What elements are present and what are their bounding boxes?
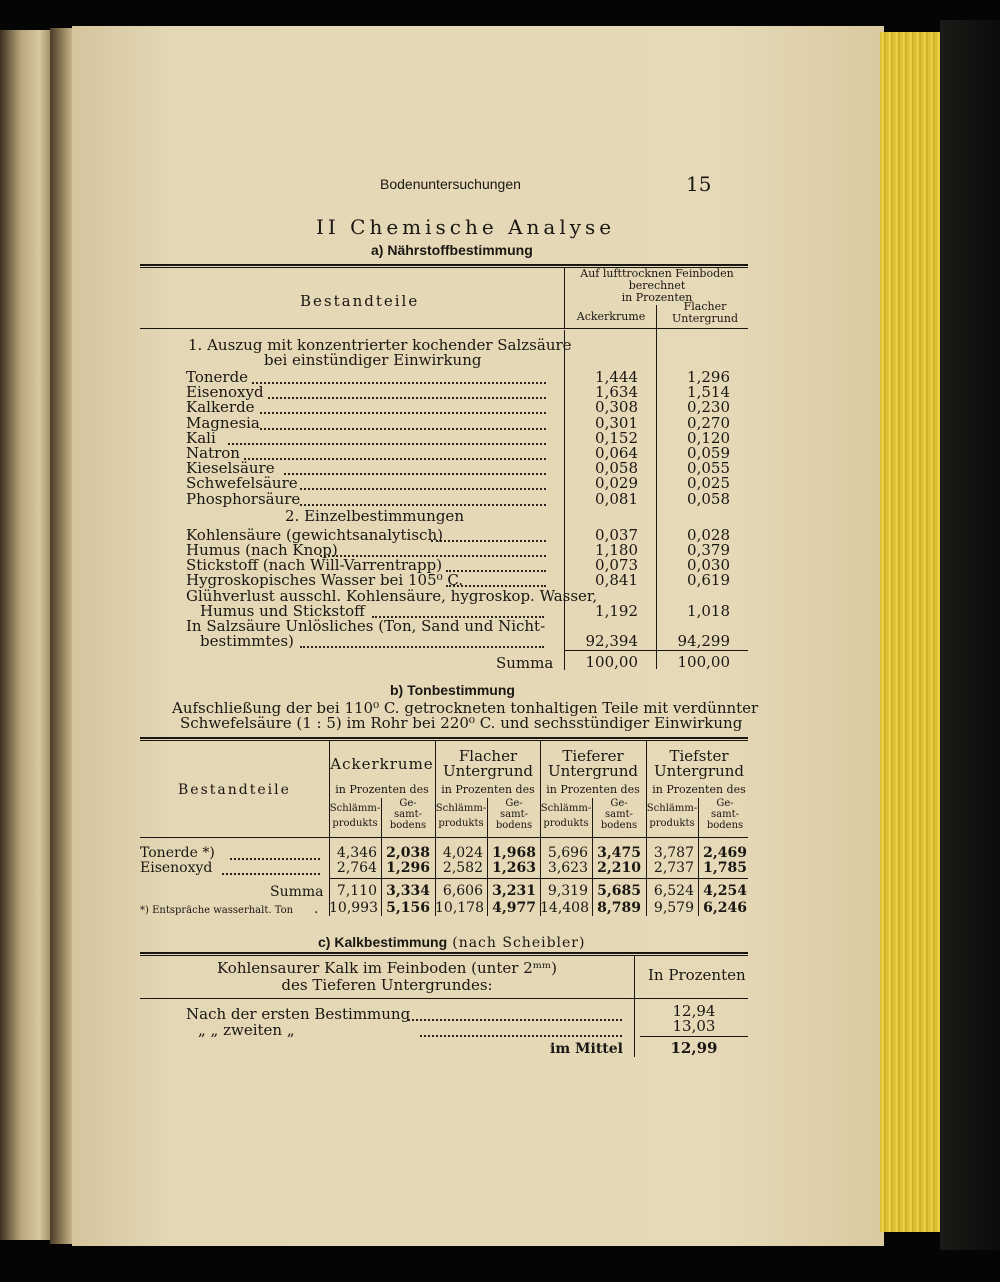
table-c-mean-label: im Mittel bbox=[550, 1041, 623, 1057]
table-b-footnote-value: 10,178 bbox=[435, 900, 484, 916]
row-value-flacher: 1,514 bbox=[687, 383, 730, 402]
row-value-flacher: 0,025 bbox=[687, 474, 730, 493]
row-value-flacher: 0,619 bbox=[687, 571, 730, 589]
table-a-vline-left bbox=[564, 330, 565, 670]
part-b-desc-line2: Schwefelsäure (1 : 5) im Rohr bei 220⁰ C. und sechsstündiger Einwirkung bbox=[180, 714, 743, 732]
table-b-value: 1,785 bbox=[703, 860, 747, 876]
col-s-line: Schlämm- bbox=[646, 803, 698, 814]
group-title bbox=[435, 749, 541, 779]
group1-title-line2: bei einstündiger Einwirkung bbox=[264, 351, 482, 369]
table-b-value: 2,764 bbox=[336, 860, 377, 876]
col-s-line: Schlämm- bbox=[435, 803, 487, 814]
dot-leader bbox=[284, 473, 546, 475]
part-b-title: b) Tonbestimmung bbox=[390, 682, 515, 698]
col-schlaemmprodukts bbox=[646, 801, 698, 831]
table-b-value: 1,263 bbox=[492, 860, 536, 876]
book-gutter bbox=[50, 28, 74, 1244]
table-b-value: 4,346 bbox=[336, 845, 377, 861]
group-title-line: Tieferer bbox=[562, 747, 624, 765]
dot-leader bbox=[300, 504, 546, 506]
table-c-col-left-line1: Kohlensaurer Kalk im Feinboden (unter 2ᵐᵐ) bbox=[217, 959, 557, 977]
row-name: Eisenoxyd bbox=[186, 383, 264, 402]
table-c-col-right: In Prozenten bbox=[648, 966, 746, 984]
dot-leader bbox=[420, 1035, 622, 1037]
table-a-col-group bbox=[565, 268, 749, 304]
table-a-col-ackerkrume: Ackerkrume bbox=[576, 310, 646, 323]
running-title: Bodenuntersuchungen bbox=[380, 176, 521, 192]
table-b-sum-value: 6,524 bbox=[653, 883, 694, 899]
table-b-footnote-value: 4,977 bbox=[492, 900, 536, 916]
row-name: Humus (nach Knop) bbox=[186, 541, 338, 559]
table-b-sum-value: 9,319 bbox=[547, 883, 588, 899]
row-value-flacher: 0,055 bbox=[687, 459, 730, 478]
table-b-sum-value: 7,110 bbox=[336, 883, 377, 899]
col-schlaemmprodukts bbox=[540, 801, 592, 831]
group-title-line: Untergrund bbox=[442, 762, 534, 780]
table-b-sum-value: 6,606 bbox=[442, 883, 483, 899]
row-value-flacher: 0,059 bbox=[687, 444, 730, 462]
col-g-line: Ge- bbox=[716, 798, 734, 809]
row-value-ackerkrume: 1,634 bbox=[595, 383, 638, 402]
table-a-col-flacher bbox=[660, 301, 750, 325]
col-gesamtbodens bbox=[382, 798, 434, 831]
group-sub: in Prozenten des bbox=[335, 783, 429, 796]
row-value-ackerkrume: 0,081 bbox=[595, 489, 638, 508]
table-c-mean-value: 12,99 bbox=[670, 1039, 718, 1057]
part-c-title-bold: c) Kalkbestimmung bbox=[318, 934, 448, 950]
dot-leader bbox=[222, 873, 320, 875]
table-b-sum-value: 3,231 bbox=[492, 883, 536, 899]
table-b-value: 1,968 bbox=[492, 845, 536, 861]
row-value-ackerkrume: 1,192 bbox=[595, 602, 638, 620]
col-g-line: Ge- bbox=[505, 798, 523, 809]
group-title bbox=[646, 749, 752, 779]
table-b-value: 5,696 bbox=[547, 845, 588, 861]
col-g-line: samt- bbox=[605, 809, 633, 820]
dot-leader bbox=[300, 646, 544, 648]
row-value-flacher: 0,028 bbox=[687, 526, 730, 544]
book-cover bbox=[940, 20, 1000, 1250]
dot-leader bbox=[408, 1019, 622, 1021]
table-b-header-rule bbox=[140, 837, 748, 838]
col-s-line: produkts bbox=[438, 818, 484, 829]
table-b-value: 3,787 bbox=[653, 845, 694, 861]
group-sub: in Prozenten des bbox=[652, 783, 746, 796]
row-value-ackerkrume: 0,058 bbox=[595, 459, 638, 478]
row-value-flacher: 1,018 bbox=[687, 602, 730, 620]
group-title-line: Ackerkrume bbox=[330, 755, 434, 773]
col-s-line: produkts bbox=[649, 818, 695, 829]
row-value-ackerkrume: 92,394 bbox=[585, 632, 638, 650]
page bbox=[72, 26, 884, 1246]
table-c-row2-value: 13,03 bbox=[672, 1017, 716, 1035]
table-a-top-rule bbox=[140, 264, 748, 266]
table-b-sum-value: 5,685 bbox=[597, 883, 641, 899]
col-g-line: bodens bbox=[706, 820, 744, 831]
table-b-footnote-value: 6,246 bbox=[703, 900, 747, 916]
row-value-ackerkrume: 0,841 bbox=[595, 571, 638, 589]
col-g-line: bodens bbox=[600, 820, 638, 831]
row-value-ackerkrume: 0,029 bbox=[595, 474, 638, 493]
table-b-top-rule bbox=[140, 737, 748, 739]
col-g-line: Ge- bbox=[610, 798, 628, 809]
col-group-line-2: berechnet bbox=[628, 279, 686, 292]
table-c-vline bbox=[634, 999, 635, 1057]
table-c-row1-label: Nach der ersten Bestimmung bbox=[186, 1005, 411, 1023]
row-name: Tonerde bbox=[186, 368, 249, 386]
row-value-ackerkrume: 0,152 bbox=[595, 428, 638, 447]
table-a-vline-mid bbox=[656, 305, 657, 669]
row-value-ackerkrume: 0,064 bbox=[595, 444, 638, 462]
part-a-title: a) Nährstoffbestimmung bbox=[371, 242, 533, 258]
row-name: Magnesia bbox=[186, 413, 260, 432]
row-value-ackerkrume: 0,301 bbox=[595, 413, 638, 432]
table-b-value: 1,296 bbox=[386, 860, 430, 876]
table-b-footnote-value: 14,408 bbox=[540, 900, 589, 916]
table-b-sum-rule bbox=[330, 878, 748, 879]
table-b-footnote-value: 9,579 bbox=[653, 900, 694, 916]
row-value-ackerkrume: 1,444 bbox=[595, 368, 638, 386]
col-g-line: Ge- bbox=[399, 798, 417, 809]
table-a-sum-ackerkrume: 100,00 bbox=[585, 653, 638, 671]
row-value-ackerkrume: 1,180 bbox=[595, 541, 638, 559]
row-value-flacher: 94,299 bbox=[677, 632, 730, 650]
group1-title-line1: 1. Auszug mit konzentrierter kochender Salzsäure bbox=[188, 336, 572, 354]
row-value-flacher: 0,120 bbox=[687, 428, 730, 447]
col-g-line: samt- bbox=[394, 809, 422, 820]
row-name: Kieselsäure bbox=[186, 459, 275, 478]
row-value-ackerkrume: 0,073 bbox=[595, 556, 638, 574]
row-name: Natron bbox=[186, 444, 240, 462]
col-g-line: samt- bbox=[500, 809, 528, 820]
row-value-ackerkrume: 0,308 bbox=[595, 398, 638, 417]
table-b-value: 2,737 bbox=[653, 860, 694, 876]
group-title-line: Untergrund bbox=[547, 762, 639, 780]
table-a-sum-label: Summa bbox=[496, 654, 554, 672]
row-name: Phosphorsäure bbox=[186, 489, 301, 508]
col-gesamtbodens bbox=[699, 798, 751, 831]
row-value-flacher: 0,058 bbox=[687, 489, 730, 508]
table-c-col-left-line2: des Tieferen Untergrundes: bbox=[281, 976, 493, 994]
table-c-vline-head bbox=[634, 956, 635, 998]
dot-leader bbox=[268, 397, 546, 399]
left-page-edge bbox=[0, 30, 52, 1240]
col-gesamtbodens bbox=[593, 798, 645, 831]
table-c-row2-label: „ „ zweiten „ bbox=[198, 1021, 295, 1039]
group-title bbox=[540, 749, 646, 779]
table-c-top-rule-2 bbox=[140, 955, 748, 956]
col-g-line: samt- bbox=[711, 809, 739, 820]
table-a-sum-rule bbox=[564, 650, 748, 651]
table-c-sum-rule bbox=[640, 1036, 748, 1037]
row-value-flacher: 0,379 bbox=[687, 541, 730, 559]
gilded-page-edge bbox=[880, 32, 944, 1232]
table-a-sum-flacher: 100,00 bbox=[677, 653, 730, 671]
table-b-sum-label: Summa bbox=[270, 884, 324, 900]
row-value-flacher: 1,296 bbox=[687, 368, 730, 386]
table-b-sum-value: 3,334 bbox=[386, 883, 430, 899]
group2-title: 2. Einzelbestimmungen bbox=[285, 507, 464, 525]
dot-leader bbox=[431, 540, 546, 542]
col-g-line: bodens bbox=[389, 820, 427, 831]
col-s-line: produkts bbox=[543, 818, 589, 829]
table-b-top-rule-2 bbox=[140, 740, 748, 741]
row-name: Kali bbox=[186, 428, 216, 447]
col-g-line: bodens bbox=[495, 820, 533, 831]
part-c-title bbox=[318, 932, 585, 951]
row-value-flacher: 0,270 bbox=[687, 413, 730, 432]
group-title-line: Flacher bbox=[458, 747, 518, 765]
row-name-line2: Humus und Stickstoff bbox=[200, 602, 365, 620]
table-c-row1-value: 12,94 bbox=[672, 1002, 716, 1020]
dot-leader bbox=[260, 412, 546, 414]
table-b-row-name: Tonerde *) bbox=[140, 845, 215, 861]
table-b-col-bestandteile: Bestandteile bbox=[178, 782, 291, 798]
table-b-footnote-dot: . bbox=[314, 901, 319, 917]
col-group-line-3: in Prozenten bbox=[621, 291, 693, 304]
table-b-value: 2,582 bbox=[442, 860, 483, 876]
group-title-line: Untergrund bbox=[653, 762, 745, 780]
dot-leader bbox=[244, 458, 546, 460]
table-a-col-bestandteile: Bestandteile bbox=[300, 292, 420, 310]
page-number: 15 bbox=[686, 172, 712, 196]
table-c-col-left bbox=[140, 960, 634, 994]
group-sub: in Prozenten des bbox=[546, 783, 640, 796]
row-name-line1: Glühverlust ausschl. Kohlensäure, hygroskop. Wasser, bbox=[186, 587, 598, 605]
row-name: Hygroskopisches Wasser bei 105⁰ C. bbox=[186, 571, 464, 589]
group-sub: in Prozenten des bbox=[441, 783, 535, 796]
dot-leader bbox=[300, 488, 546, 490]
row-name: Kalkerde bbox=[186, 398, 255, 417]
row-name: Stickstoff (nach Will-Varrentrapp) bbox=[186, 556, 443, 574]
table-b-footnote-value: 10,993 bbox=[329, 900, 378, 916]
group-title bbox=[329, 757, 435, 772]
table-c-header-rule bbox=[140, 998, 748, 999]
table-b-value: 2,210 bbox=[597, 860, 641, 876]
table-b-value: 3,475 bbox=[597, 845, 641, 861]
row-name: Kohlensäure (gewichtsanalytisch) bbox=[186, 526, 443, 544]
table-b-value: 2,038 bbox=[386, 845, 430, 861]
dot-leader bbox=[228, 443, 546, 445]
row-name-line1: In Salzsäure Unlösliches (Ton, Sand und Nicht- bbox=[186, 617, 546, 635]
row-name: Schwefelsäure bbox=[186, 474, 298, 493]
section-title: II Chemische Analyse bbox=[316, 215, 616, 239]
col-s-line: produkts bbox=[332, 818, 378, 829]
col-s-line: Schlämm- bbox=[540, 803, 592, 814]
dot-leader bbox=[260, 428, 546, 430]
table-c-top-rule bbox=[140, 952, 748, 954]
table-b-footnote-value: 5,156 bbox=[386, 900, 430, 916]
col-schlaemmprodukts bbox=[435, 801, 487, 831]
row-value-flacher: 0,230 bbox=[687, 398, 730, 417]
col-schlaemmprodukts bbox=[329, 801, 381, 831]
col-group-line-1: Auf lufttrocknen Feinboden bbox=[580, 267, 734, 280]
table-b-value: 4,024 bbox=[442, 845, 483, 861]
table-b-sum-value: 4,254 bbox=[703, 883, 747, 899]
col-s-line: Schlämm- bbox=[329, 803, 381, 814]
table-b-value: 2,469 bbox=[703, 845, 747, 861]
table-a-header-rule bbox=[140, 328, 748, 329]
table-b-footnote-value: 8,789 bbox=[597, 900, 641, 916]
table-b-footnote-label: *) Entspräche wasserhalt. Ton bbox=[140, 905, 294, 916]
row-value-ackerkrume: 0,037 bbox=[595, 526, 638, 544]
col-flacher-line-1: Flacher bbox=[683, 300, 727, 313]
table-b-row-name: Eisenoxyd bbox=[140, 860, 213, 876]
group-title-line: Tiefster bbox=[669, 747, 729, 765]
part-b-desc-line1: Aufschließung der bei 110⁰ C. getrockneten tonhaltigen Teile mit verdünnter bbox=[172, 699, 759, 717]
part-c-title-rest: (nach Scheibler) bbox=[452, 935, 586, 951]
col-flacher-line-2: Untergrund bbox=[671, 312, 739, 325]
row-name-line2: bestimmtes) bbox=[200, 632, 294, 650]
row-value-flacher: 0,030 bbox=[687, 556, 730, 574]
dot-leader bbox=[230, 858, 320, 860]
table-b-value: 3,623 bbox=[547, 860, 588, 876]
col-gesamtbodens bbox=[488, 798, 540, 831]
dot-leader bbox=[252, 382, 546, 384]
